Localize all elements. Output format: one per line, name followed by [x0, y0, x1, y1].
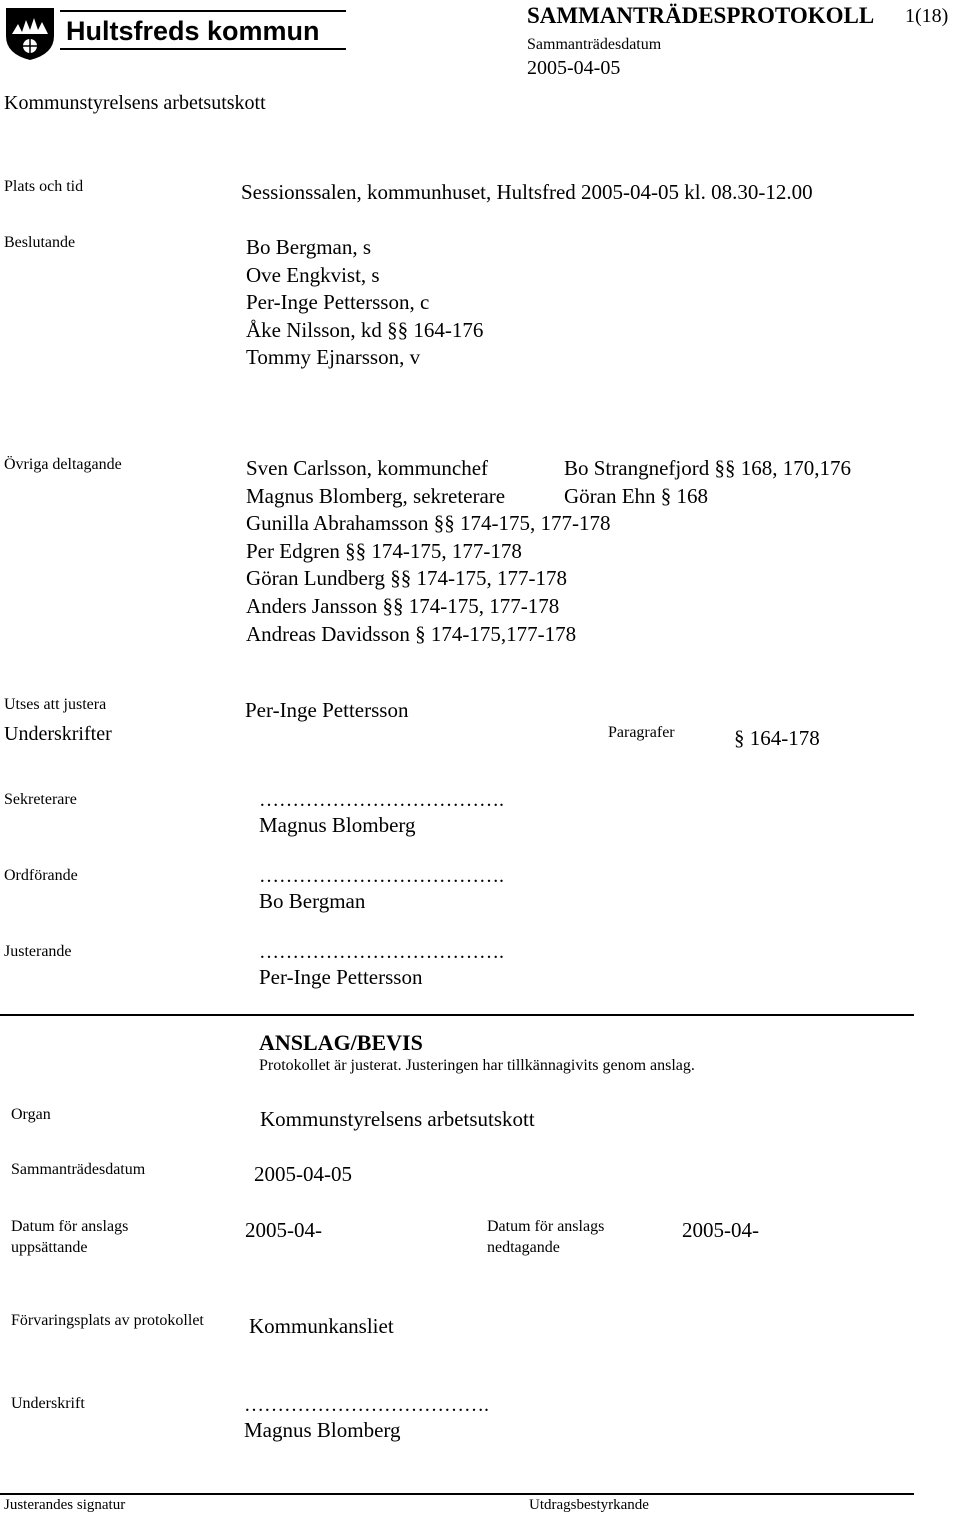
paragraphs-label: Paragrafer — [608, 724, 675, 741]
signature-line: ………………………………. — [259, 789, 504, 811]
meeting-date-label: Sammanträdesdatum — [527, 36, 662, 53]
participant: Sven Carlsson, kommunchef — [246, 456, 489, 480]
posted-label: Datum för anslags uppsättande — [11, 1218, 129, 1256]
signature-line: ………………………………. — [259, 865, 504, 887]
meeting-date: 2005-04-05 — [527, 57, 621, 79]
page-number: 1(18) — [905, 5, 949, 27]
removed-label: Datum för anslags nedtagande — [487, 1218, 605, 1256]
participant: Göran Lundberg §§ 174-175, 177-178 — [246, 566, 567, 591]
signatures-label: Underskrifter — [4, 723, 112, 745]
deciding-member: Per-Inge Pettersson, c — [246, 290, 430, 315]
coat-of-arms-icon — [4, 6, 56, 62]
participant: Andreas Davidsson § 174-175,177-178 — [246, 621, 577, 646]
notice-date-label: Sammanträdesdatum — [11, 1161, 146, 1178]
adjuster-name: Per-Inge Pettersson — [245, 698, 409, 722]
deciding-list — [246, 234, 483, 372]
deciding-member: Tommy Ejnarsson, v — [246, 345, 421, 370]
notice-signature-name: Magnus Blomberg — [244, 1418, 401, 1442]
notice-divider — [0, 1014, 914, 1016]
place-label: Plats och tid — [4, 178, 84, 195]
footer-left: Justerandes signatur — [4, 1497, 126, 1513]
organ-label: Organ — [11, 1106, 51, 1123]
notice-date: 2005-04-05 — [254, 1162, 352, 1186]
participant: Anders Jansson §§ 174-175, 177-178 — [246, 593, 560, 618]
signature-role: Justerande — [4, 943, 72, 960]
storage-label: Förvaringsplats av protokollet — [11, 1312, 204, 1329]
signature-role: Ordförande — [4, 867, 78, 884]
notice-signature-line: ………………………………. — [244, 1394, 489, 1416]
others-list-right — [564, 455, 851, 510]
logo-text: Hultsfreds kommun — [66, 16, 320, 46]
notice-title: ANSLAG/BEVIS — [259, 1030, 423, 1055]
logo — [4, 6, 56, 62]
notice-subtitle: Protokollet är justerat. Justeringen har tillkännagivits genom anslag. — [259, 1057, 695, 1074]
removed-date: 2005-04- — [682, 1218, 759, 1242]
document-type: SAMMANTRÄDESPROTOKOLL — [527, 3, 875, 28]
notice-signature-label: Underskrift — [11, 1395, 85, 1412]
signature-role: Sekreterare — [4, 791, 77, 808]
footer-divider — [0, 1493, 914, 1495]
paragraphs-value: § 164-178 — [734, 726, 820, 750]
place-value: Sessionssalen, kommunhuset, Hultsfred 2005-04-05 kl. 08.30-12.00 — [241, 180, 813, 204]
participant: Magnus Blomberg, sekreterare — [246, 483, 506, 508]
others-label: Övriga deltagande — [4, 456, 122, 473]
signature-name: Magnus Blomberg — [259, 813, 416, 837]
posted-date: 2005-04- — [245, 1218, 322, 1242]
logo-rule-top — [60, 10, 346, 12]
deciding-member: Bo Bergman, s — [246, 235, 372, 259]
body-name: Kommunstyrelsens arbetsutskott — [4, 92, 266, 114]
deciding-member: Ove Engkvist, s — [246, 262, 380, 287]
storage-value: Kommunkansliet — [249, 1314, 394, 1338]
signature-name: Bo Bergman — [259, 889, 366, 913]
participant: Gunilla Abrahamsson §§ 174-175, 177-178 — [246, 511, 611, 536]
logo-rule-bottom — [60, 48, 346, 50]
footer-right: Utdragsbestyrkande — [529, 1497, 649, 1513]
organ-value: Kommunstyrelsens arbetsutskott — [260, 1107, 535, 1131]
participant: Per Edgren §§ 174-175, 177-178 — [246, 538, 522, 563]
participant: Göran Ehn § 168 — [564, 483, 709, 508]
adjuster-label: Utses att justera — [4, 696, 107, 713]
deciding-member: Åke Nilsson, kd §§ 164-176 — [246, 317, 484, 342]
participant: Bo Strangnefjord §§ 168, 170,176 — [564, 456, 851, 480]
signature-name: Per-Inge Pettersson — [259, 965, 423, 989]
others-list — [246, 455, 611, 648]
signature-line: ………………………………. — [259, 941, 504, 963]
deciding-label: Beslutande — [4, 234, 76, 251]
